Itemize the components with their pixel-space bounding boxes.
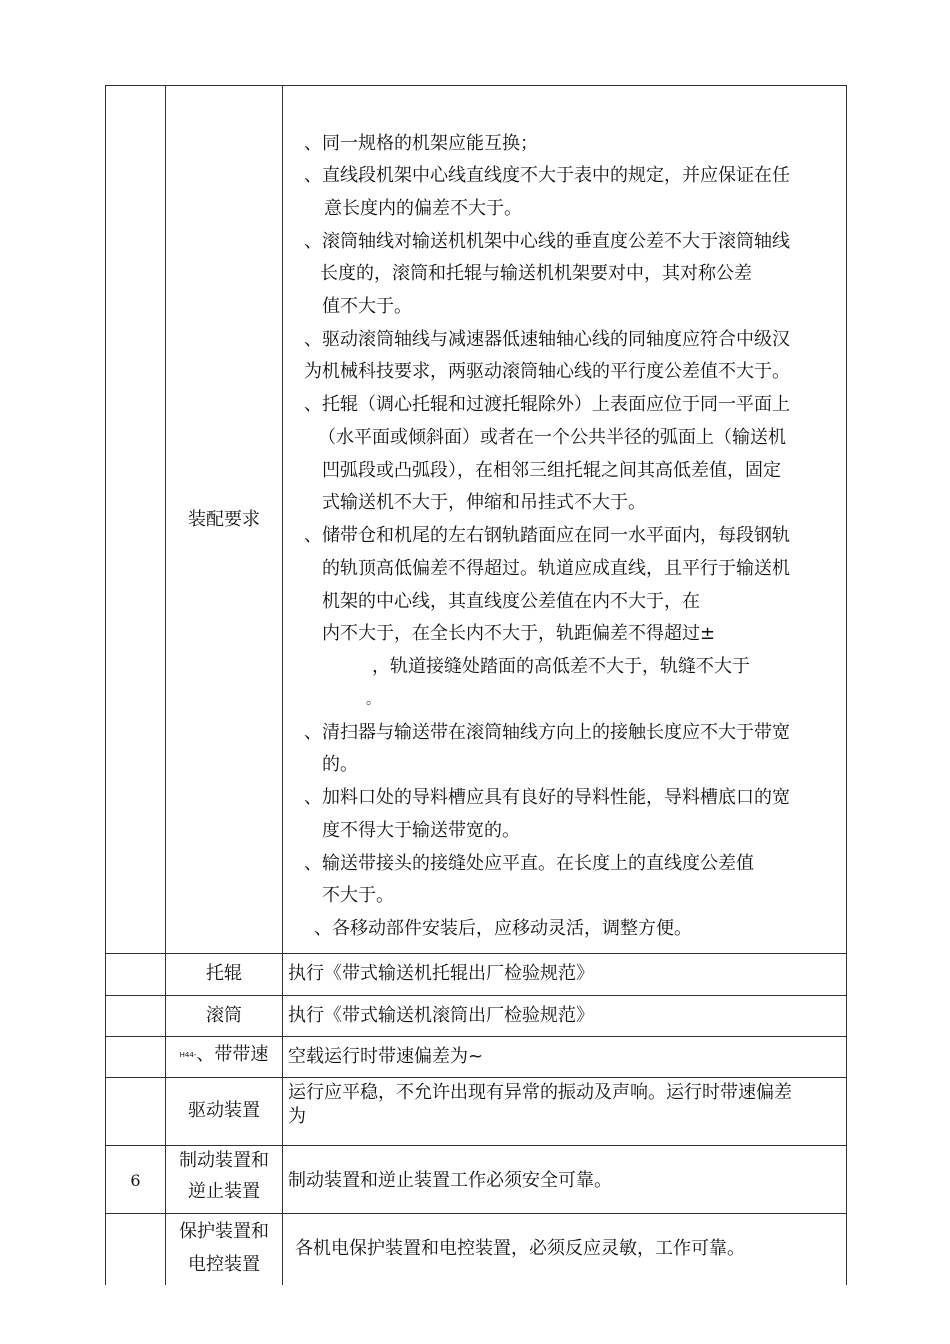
assembly-line: 为机械科技要求，两驱动滚筒轴心线的平行度公差值不大于。 (304, 361, 790, 382)
assembly-line: 凹弧段或凸弧段），在相邻三组托辊之间其高低差值，固定 (322, 460, 781, 481)
belt-speed-code: H44- (179, 1051, 197, 1059)
brake-content: 制动装置和逆止装置工作必须安全可靠。 (288, 1170, 612, 1191)
assembly-line: 度不得大于输送带宽的。 (322, 820, 520, 841)
assembly-line: 不大于。 (322, 885, 394, 906)
row-divider (105, 1077, 846, 1078)
idler-content: 执行《带式输送机托辊出厂检验规范》 (288, 963, 594, 984)
assembly-line: 机架的中心线，其直线度公差值在内不大于，在 (322, 591, 700, 612)
assembly-line: 、加料口处的导料槽应具有良好的导料性能，导料槽底口的宽 (304, 787, 790, 808)
assembly-line: （水平面或倾斜面）或者在一个公共半径的弧面上（输送机 (318, 427, 786, 448)
row-divider (105, 1036, 846, 1037)
protection-content: 各机电保护装置和电控装置，必须反应灵敏，工作可靠。 (295, 1238, 745, 1259)
assembly-line: 式输送机不大于，伸缩和吊挂式不大于。 (322, 492, 646, 513)
assembly-line: 的轨顶高低偏差不得超过。轨道应成直线，且平行于输送机 (322, 558, 790, 579)
protection-label-line: 电控装置 (188, 1254, 260, 1275)
assembly-line: 。 (366, 692, 380, 708)
brake-label-line: 逆止装置 (188, 1181, 260, 1202)
row-divider (105, 1145, 846, 1146)
assembly-line: 、各移动部件安装后，应移动灵活，调整方便。 (314, 918, 692, 939)
assembly-line: 、清扫器与输送带在滚筒轴线方向上的接触长度应不大于带宽 (304, 722, 790, 743)
assembly-line: 内不大于，在全长内不大于，轨距偏差不得超过± (322, 623, 716, 644)
row-divider (105, 1213, 846, 1214)
assembly-line: 、直线段机架中心线直线度不大于表中的规定，并应保证在任 (304, 165, 790, 186)
assembly-line: 值不大于。 (322, 296, 412, 317)
row-number: 6 (130, 1171, 141, 1190)
column-divider-2 (282, 85, 283, 1285)
table-border-top (105, 85, 846, 86)
assembly-line: 、输送带接头的接缝处应平直。在长度上的直线度公差值 (304, 853, 754, 874)
assembly-label: 装配要求 (188, 509, 260, 530)
assembly-line: 长度的，滚筒和托辊与输送机机架要对中，其对称公差 (320, 263, 752, 284)
assembly-line: 、驱动滚筒轴线与减速器低速轴轴心线的同轴度应符合中级汉 (304, 329, 790, 350)
pulley-label: 滚筒 (206, 1005, 242, 1026)
drive-unit-label: 驱动装置 (188, 1100, 260, 1121)
belt-speed-label (166, 1044, 282, 1066)
belt-speed-content: 空载运行时带速偏差为~ (288, 1046, 484, 1067)
assembly-line: ，轨道接缝处踏面的高低差不大于，轨缝不大于 (372, 656, 750, 677)
assembly-line: 意长度内的偏差不大于。 (324, 198, 522, 219)
idler-label: 托辊 (206, 963, 242, 984)
drive-unit-content-line: 运行应平稳，不允许出现有异常的振动及声响。运行时带速偏差 (288, 1082, 792, 1103)
assembly-line: 的。 (322, 754, 358, 775)
table-border-left (105, 85, 106, 1285)
table-border-right (846, 85, 847, 1285)
brake-label-line: 制动装置和 (179, 1150, 269, 1171)
assembly-line: 、托辊（调心托辊和过渡托辊除外）上表面应位于同一平面上 (304, 394, 790, 415)
row-divider (105, 953, 846, 954)
assembly-line: 、同一规格的机架应能互换； (304, 133, 538, 154)
assembly-line: 、储带仓和机尾的左右钢轨踏面应在同一水平面内，每段钢轨 (304, 525, 790, 546)
protection-label-line: 保护装置和 (179, 1221, 269, 1242)
drive-unit-content-line: 为 (288, 1106, 306, 1127)
pulley-content: 执行《带式输送机滚筒出厂检验规范》 (288, 1005, 594, 1026)
row-divider (105, 995, 846, 996)
belt-speed-text: 、带带速 (196, 1044, 269, 1065)
assembly-line: 、滚筒轴线对输送机机架中心线的垂直度公差不大于滚筒轴线 (304, 231, 790, 252)
